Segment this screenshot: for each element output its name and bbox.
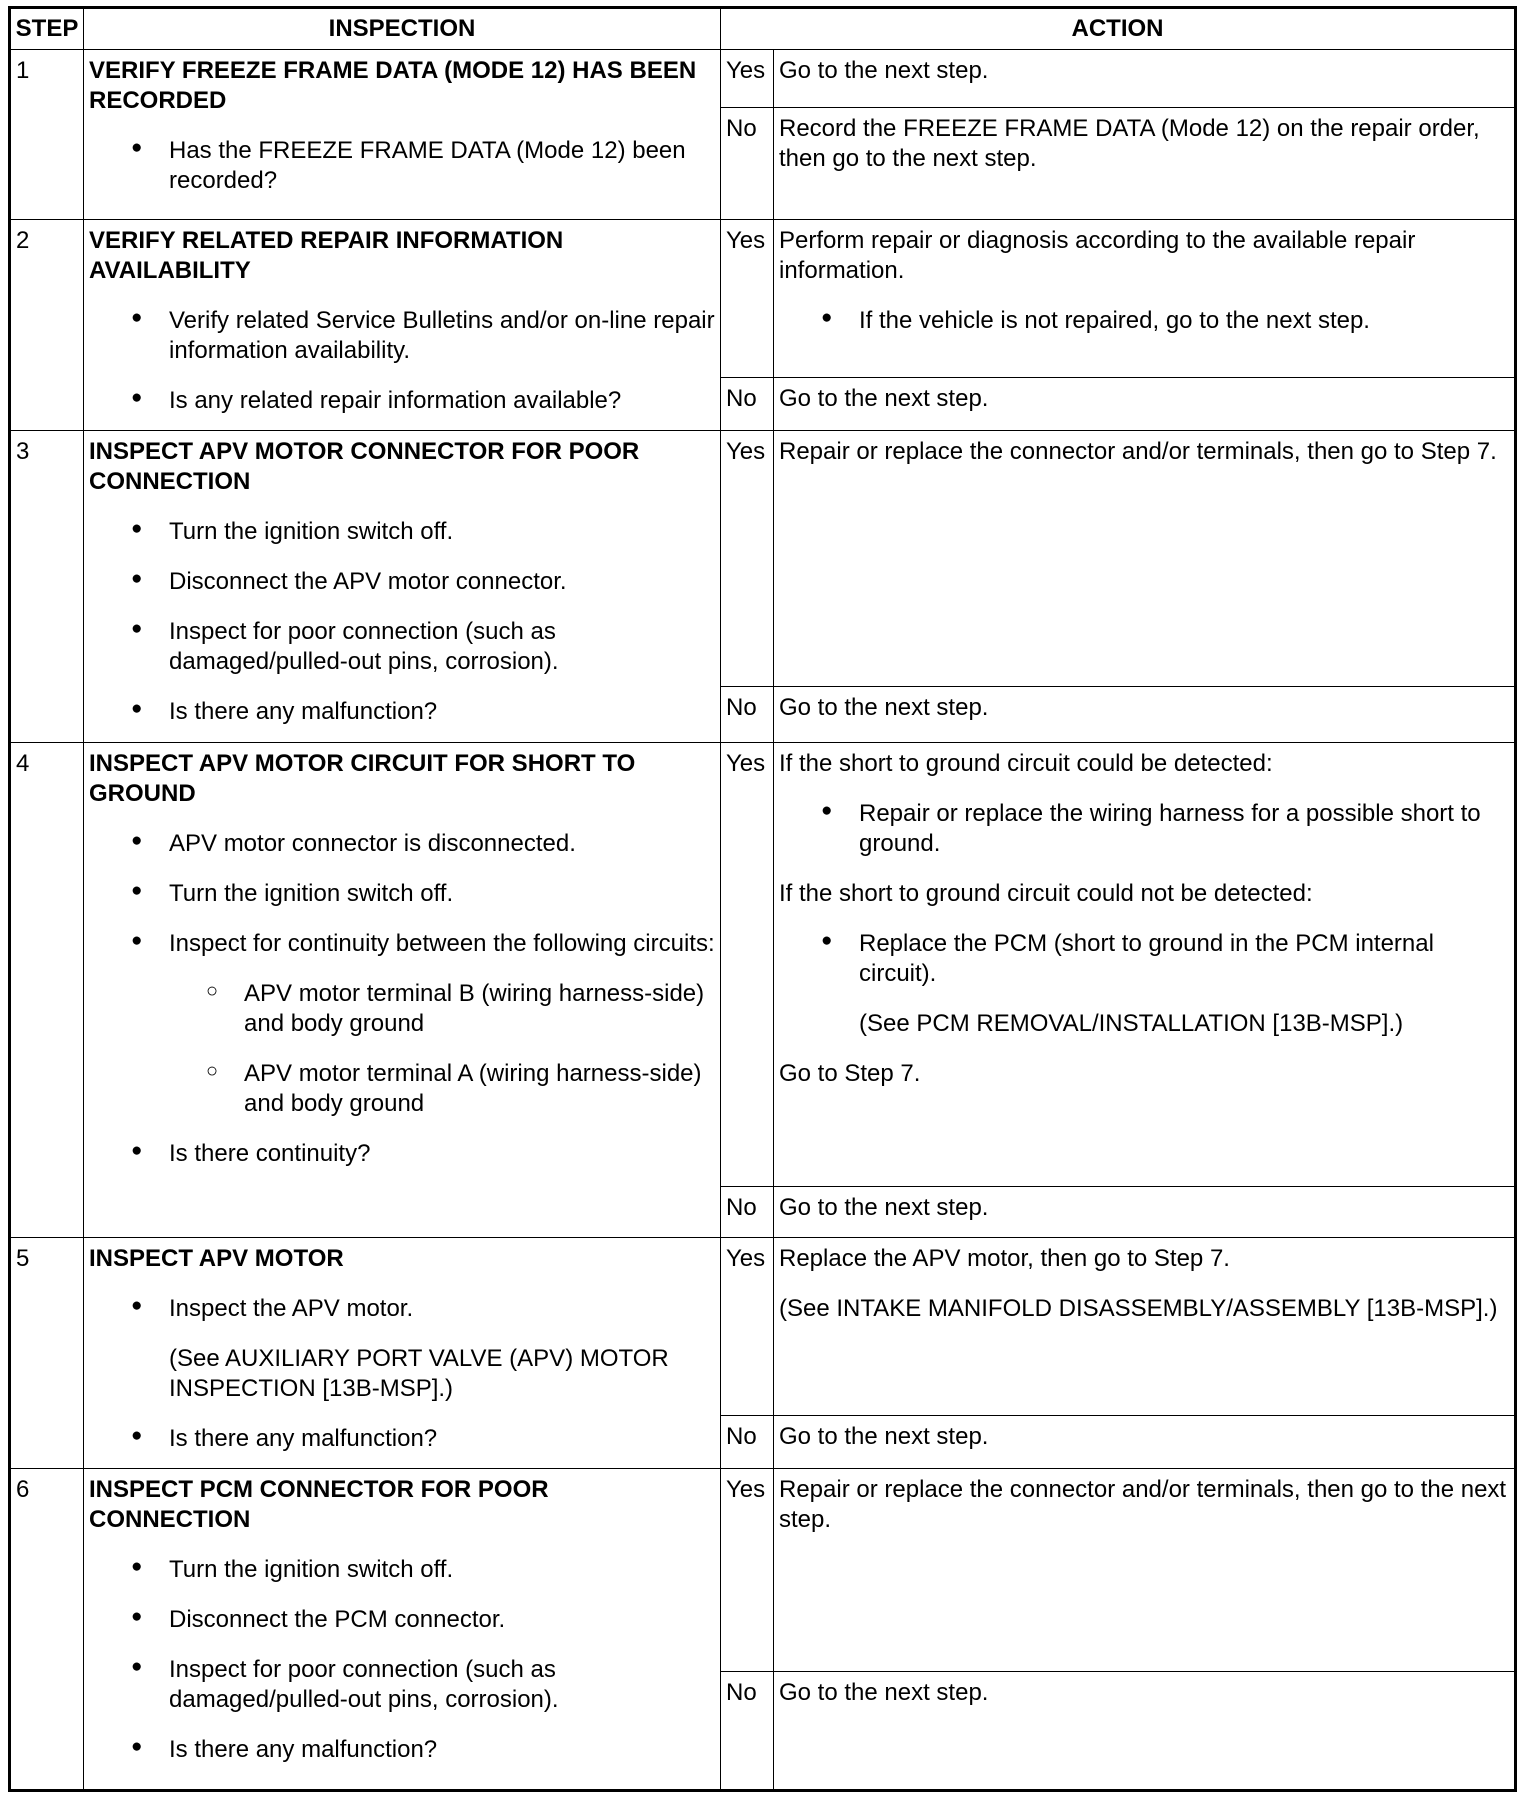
- step-5-inspection: [84, 1237, 721, 1468]
- step-3-item-2: ● Disconnect the APV motor connector.: [89, 567, 715, 597]
- step-2-yes-text: Perform repair or diagnosis according to the available repair information.: [779, 227, 1416, 285]
- step-6-yes-row: [10, 1468, 1516, 1671]
- step-5-yes-label: Yes: [721, 1237, 774, 1415]
- step-1-yes-label: Yes: [721, 50, 774, 108]
- step-1-inspection: [84, 50, 721, 220]
- diagnostic-table: [8, 6, 1517, 1792]
- step-5-title: INSPECT APV MOTOR: [89, 1244, 344, 1272]
- step-6-title: INSPECT PCM CONNECTOR FOR POOR CONNECTION: [89, 1475, 549, 1533]
- step-4-yes-para-3: Go to Step 7.: [779, 1059, 921, 1087]
- step-2-yes-action: [774, 220, 1516, 378]
- step-1-title: VERIFY FREEZE FRAME DATA (MODE 12) HAS BEEN RECORDED: [89, 57, 697, 114]
- step-2-item-2: ● Is any related repair information available?: [89, 386, 715, 416]
- step-6-no-action: Go to the next step.: [774, 1671, 1516, 1790]
- step-5-reference: (See AUXILIARY PORT VALVE (APV) MOTOR INSPECTION [13B-MSP].): [169, 1344, 669, 1402]
- step-5-item-1: ● Inspect the APV motor.: [89, 1294, 715, 1324]
- step-3-item-1: ● Turn the ignition switch off.: [89, 517, 715, 547]
- header-inspection: INSPECTION: [84, 8, 721, 50]
- step-4-item-1: ● APV motor connector is disconnected.: [89, 829, 715, 859]
- step-6-inspection: [84, 1468, 721, 1790]
- step-1-number: 1: [10, 50, 84, 220]
- step-5-no-label: No: [721, 1415, 774, 1468]
- step-6-yes-action: Repair or replace the connector and/or terminals, then go to the next step.: [774, 1468, 1516, 1671]
- step-5-yes-text: Replace the APV motor, then go to Step 7.: [779, 1244, 1230, 1272]
- step-5-yes-row: [10, 1237, 1516, 1415]
- step-6-item-2: ● Disconnect the PCM connector.: [89, 1605, 715, 1635]
- step-2-number: 2: [10, 220, 84, 431]
- step-2-title: VERIFY RELATED REPAIR INFORMATION AVAILABILITY: [89, 227, 564, 285]
- step-4-yes-reference: (See PCM REMOVAL/INSTALLATION [13B-MSP].): [859, 1009, 1404, 1037]
- step-4-subitem-2: ○ APV motor terminal A (wiring harness-side) and body ground: [89, 1059, 715, 1119]
- diagnostic-procedure-sheet: [8, 6, 1514, 1792]
- step-4-inspection: [84, 742, 721, 1237]
- step-2-item-1: ● Verify related Service Bulletins and/or on-line repair information availability.: [89, 306, 715, 366]
- step-3-item-3: ● Inspect for poor connection (such as damaged/pulled-out pins, corrosion).: [89, 617, 715, 677]
- step-4-item-3: ● Inspect for continuity between the following circuits:: [89, 929, 715, 959]
- step-3-number: 3: [10, 431, 84, 743]
- step-2-inspection: [84, 220, 721, 431]
- step-4-yes-action: [774, 742, 1516, 1186]
- step-3-yes-label: Yes: [721, 431, 774, 687]
- step-3-item-4: ● Is there any malfunction?: [89, 697, 715, 727]
- step-6-item-1: ● Turn the ignition switch off.: [89, 1555, 715, 1585]
- step-4-yes-para-2: If the short to ground circuit could not be detected:: [779, 879, 1313, 907]
- step-4-yes-bullet-2: ● Replace the PCM (short to ground in the PCM internal circuit).: [779, 929, 1509, 989]
- step-4-number: 4: [10, 742, 84, 1237]
- step-6-yes-label: Yes: [721, 1468, 774, 1671]
- step-6-number: 6: [10, 1468, 84, 1790]
- step-2-yes-bullet: ● If the vehicle is not repaired, go to the next step.: [779, 306, 1509, 336]
- step-1-no-label: No: [721, 108, 774, 220]
- step-2-no-action: Go to the next step.: [774, 378, 1516, 431]
- step-1-yes-row: [10, 50, 1516, 108]
- step-5-item-2: ● Is there any malfunction?: [89, 1424, 715, 1454]
- step-3-no-label: No: [721, 687, 774, 743]
- step-2-no-label: No: [721, 378, 774, 431]
- step-4-yes-bullet-1: ● Repair or replace the wiring harness for a possible short to ground.: [779, 799, 1509, 859]
- step-3-yes-row: [10, 431, 1516, 687]
- step-2-yes-row: [10, 220, 1516, 378]
- step-4-item-4: ● Is there continuity?: [89, 1139, 715, 1169]
- step-1-yes-action: Go to the next step.: [774, 50, 1516, 108]
- step-6-item-3: ● Inspect for poor connection (such as damaged/pulled-out pins, corrosion).: [89, 1655, 715, 1715]
- step-4-title: INSPECT APV MOTOR CIRCUIT FOR SHORT TO GROUND: [89, 749, 636, 807]
- header-row: [10, 8, 1516, 50]
- step-5-yes-reference: (See INTAKE MANIFOLD DISASSEMBLY/ASSEMBLY [13B-MSP].): [779, 1294, 1498, 1322]
- step-4-yes-para-1: If the short to ground circuit could be detected:: [779, 749, 1273, 777]
- step-4-subitem-1: ○ APV motor terminal B (wiring harness-side) and body ground: [89, 979, 715, 1039]
- step-3-title: INSPECT APV MOTOR CONNECTOR FOR POOR CONNECTION: [89, 438, 640, 496]
- step-4-item-2: ● Turn the ignition switch off.: [89, 879, 715, 909]
- step-4-yes-row: [10, 742, 1516, 1186]
- step-3-yes-action: Repair or replace the connector and/or terminals, then go to Step 7.: [774, 431, 1516, 687]
- header-step: STEP: [10, 8, 84, 50]
- step-5-no-action: Go to the next step.: [774, 1415, 1516, 1468]
- step-4-no-label: No: [721, 1186, 774, 1237]
- step-1-item-1: ● Has the FREEZE FRAME DATA (Mode 12) been recorded?: [89, 136, 715, 196]
- step-3-inspection: [84, 431, 721, 743]
- step-1-no-action: Record the FREEZE FRAME DATA (Mode 12) on the repair order, then go to the next step.: [774, 108, 1516, 220]
- step-5-yes-action: [774, 1237, 1516, 1415]
- step-5-number: 5: [10, 1237, 84, 1468]
- step-2-yes-label: Yes: [721, 220, 774, 378]
- step-3-no-action: Go to the next step.: [774, 687, 1516, 743]
- step-4-yes-label: Yes: [721, 742, 774, 1186]
- step-6-no-label: No: [721, 1671, 774, 1790]
- header-action: ACTION: [721, 8, 1516, 50]
- step-4-no-action: Go to the next step.: [774, 1186, 1516, 1237]
- step-6-item-4: ● Is there any malfunction?: [89, 1735, 715, 1765]
